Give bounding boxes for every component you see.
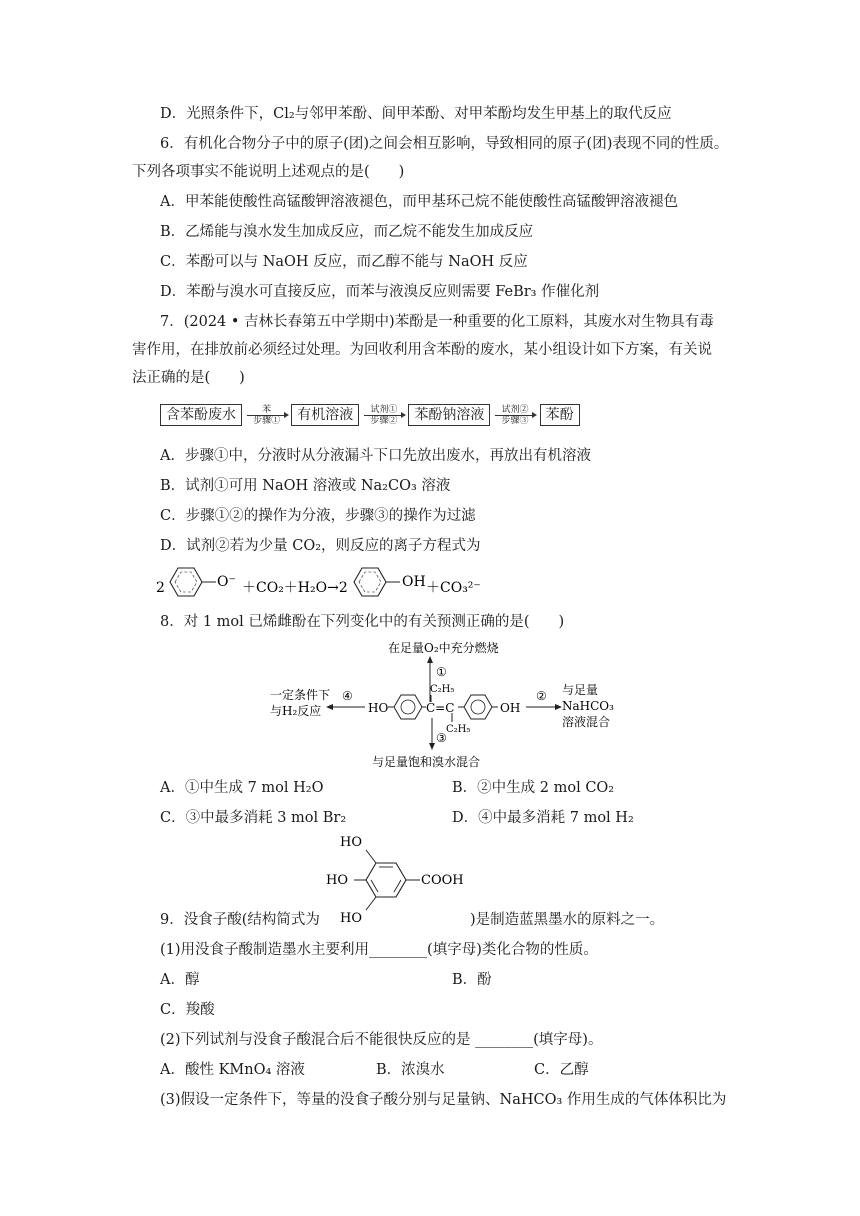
des-left-1: 一定条件下 [270, 688, 331, 702]
q6-option-b: B．乙烯能与溴水发生加成反应，而乙烷不能发生加成反应 [160, 224, 534, 240]
q8-stem: 8．对 1 mol 已烯雌酚在下列变化中的有关预测正确的是( ) [160, 614, 565, 630]
q7-flow-diagram [160, 404, 580, 426]
flow-box-phenoxide: 苯酚钠溶液 [408, 404, 490, 426]
des-top-label: 在足量O₂中充分燃烧 [388, 641, 499, 655]
q7-stem-line1: 7．(2024 • 吉林长春第五中学期中)苯酚是一种重要的化工原料，其废水对生物具有毒 [160, 314, 714, 330]
benzene-ring-icon [170, 568, 202, 596]
q9-stem-part1: 9．没食子酸(结构简式为 [160, 912, 320, 928]
q6-stem-line2: 下列各项事实不能说明上述观点的是( ) [132, 164, 405, 180]
eq-phenol-oh: OH [402, 574, 426, 590]
des-label-4: ④ [342, 689, 353, 703]
q9-sub1-option-b: B．酚 [452, 972, 492, 988]
des-oh: OH [500, 701, 521, 715]
flow-box-phenol: 苯酚 [540, 404, 580, 426]
q6-option-a: A．甲苯能使酸性高锰酸钾溶液褪色，而甲基环己烷不能使酸性高锰酸钾溶液褪色 [160, 194, 678, 210]
q7-option-c: C．步骤①②的操作为分液，步骤③的操作为过滤 [160, 508, 476, 524]
flow-arrow-3-top: 试剂② [495, 405, 535, 416]
q9-sub2: (2)下列试剂与没食子酸混合后不能很快反应的是 ________(填字母)。 [160, 1032, 603, 1048]
gallic-cooh: COOH [421, 873, 464, 888]
eq-middle: ＋CO₂＋H₂O→2 [242, 580, 348, 596]
eq-phenoxide: O⁻ [217, 574, 236, 590]
flow-arrow-1-top: 苯 [247, 405, 287, 416]
eq-coef: 2 [156, 580, 165, 596]
des-label-1: ① [436, 665, 447, 679]
flow-box-organic: 有机溶液 [291, 404, 359, 426]
q8-option-b: B．②中生成 2 mol CO₂ [452, 780, 615, 796]
q9-sub2-option-a: A．酸性 KMnO₄ 溶液 [160, 1062, 305, 1078]
flow-arrow-1-bottom: 步骤① [253, 415, 281, 426]
q9-sub3: (3)假设一定条件下，等量的没食子酸分别与足量钠、NaHCO₃ 作用生成的气体体积比为 [160, 1092, 727, 1108]
q6-option-c: C．苯酚可以与 NaOH 反应，而乙醇不能与 NaOH 反应 [160, 254, 528, 270]
q6-option-d: D．苯酚与溴水可直接反应，而苯与液溴反应则需要 FeBr₃ 作催化剂 [160, 284, 600, 300]
q5-option-d: D．光照条件下，Cl₂与邻甲苯酚、间甲苯酚、对甲苯酚均发生甲基上的取代反应 [160, 106, 672, 122]
des-label-2: ② [536, 689, 547, 703]
q8-des-diagram [270, 636, 640, 772]
gallic-acid-structure [320, 832, 480, 928]
des-bottom-label: 与足量饱和溴水混合 [372, 755, 481, 769]
flow-arrow-1 [247, 405, 287, 426]
flow-arrow-2-bottom: 步骤② [370, 415, 398, 426]
q6-stem-line1: 6．有机化合物分子中的原子(团)之间会相互影响，导致相同的原子(团)表现不同的性质。 [160, 136, 729, 152]
q9-stem-part2: )是制造蓝黑墨水的原料之一。 [470, 912, 665, 928]
des-right-2: NaHCO₃ [562, 699, 614, 713]
des-cc: C=C [426, 701, 455, 715]
flow-arrow-2-top: 试剂① [364, 405, 404, 416]
des-ho: HO [368, 701, 389, 715]
benzene-ring-icon [366, 863, 406, 897]
q7-option-b: B．试剂①可用 NaOH 溶液或 Na₂CO₃ 溶液 [160, 478, 451, 494]
des-c2h5-bottom: C₂H₅ [446, 724, 471, 735]
gallic-ho-top: HO [340, 835, 362, 850]
flow-box-waste: 含苯酚废水 [160, 404, 242, 426]
flow-arrow-3-bottom: 步骤③ [501, 415, 529, 426]
q7-stem-line3: 法正确的是( ) [132, 370, 245, 386]
q9-sub2-option-c: C．乙醇 [534, 1062, 589, 1078]
q7-option-a: A．步骤①中，分液时从分液漏斗下口先放出废水，再放出有机溶液 [160, 448, 591, 464]
des-left-2: 与H₂反应 [270, 704, 322, 718]
q8-option-d: D．④中最多消耗 7 mol H₂ [452, 810, 634, 826]
q9-sub1: (1)用没食子酸制造墨水主要利用________(填字母)类化合物的性质。 [160, 942, 598, 958]
gallic-ho-bottom: HO [340, 911, 362, 926]
des-label-3: ③ [436, 731, 447, 745]
des-right-3: 溶液混合 [562, 715, 611, 729]
q9-sub1-option-c: C．羧酸 [160, 1002, 215, 1018]
flow-arrow-2 [364, 405, 404, 426]
q7-option-d: D．试剂②若为少量 CO₂，则反应的离子方程式为 [160, 538, 481, 554]
des-right-1: 与足量 [562, 683, 599, 697]
eq-end: ＋CO₃²⁻ [426, 580, 481, 596]
q7-stem-line2: 害作用，在排放前必须经过处理。为回收利用含苯酚的废水，某小组设计如下方案，有关说 [132, 342, 712, 358]
benzene-ring-icon [464, 695, 492, 719]
q9-sub1-option-a: A．醇 [160, 972, 200, 988]
q8-option-a: A．①中生成 7 mol H₂O [160, 780, 324, 796]
gallic-ho-mid: HO [326, 873, 348, 888]
flow-arrow-3 [495, 405, 535, 426]
q8-option-c: C．③中最多消耗 3 mol Br₂ [160, 810, 347, 826]
benzene-ring-icon [354, 568, 386, 596]
benzene-ring-icon [394, 695, 422, 719]
q7-ionic-equation [156, 562, 496, 602]
des-c2h5-top: C₂H₅ [430, 684, 455, 695]
q9-sub2-option-b: B．浓溴水 [376, 1062, 445, 1078]
